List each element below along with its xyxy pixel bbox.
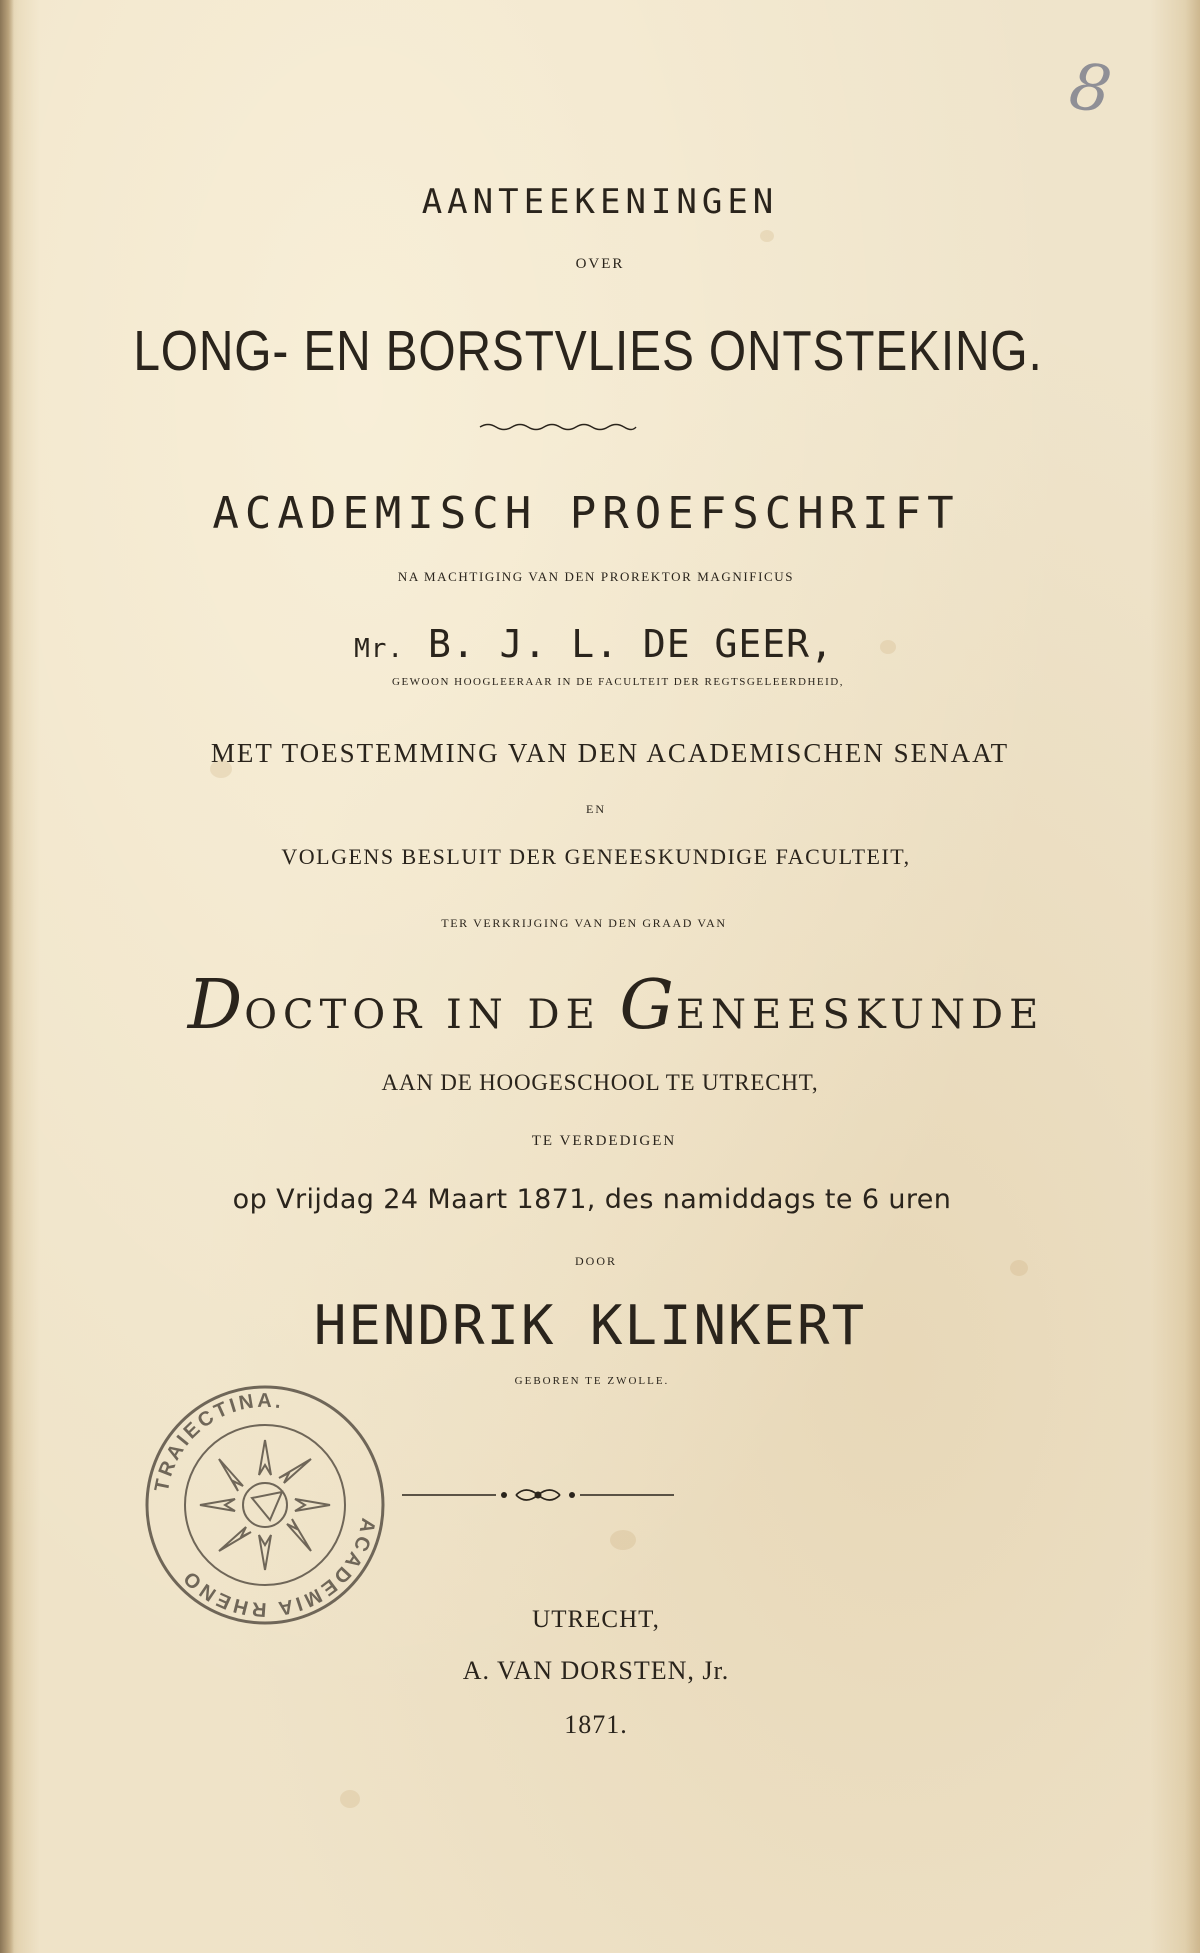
purpose-line: TER VERKRIJGING VAN DEN GRAAD VAN	[441, 916, 727, 930]
library-stamp	[140, 1380, 390, 1630]
pencil-shelf-mark: 8	[1065, 49, 1116, 129]
rector-name-line	[0, 622, 1194, 666]
degree-word-in-de: IN DE	[445, 992, 601, 1038]
author-name: HENDRIK KLINKERT	[313, 1294, 867, 1357]
rector-title: GEWOON HOOGLEERAAR IN DE FACULTEIT DER REGTSGELEERDHEID,	[392, 676, 844, 688]
imprint-city: UTRECHT,	[532, 1606, 660, 1633]
floral-rule-ornament	[400, 1484, 676, 1506]
imprint-year: 1871.	[564, 1710, 628, 1739]
title-line-1: AANTEEKENINGEN	[421, 182, 779, 222]
birthplace-line: GEBOREN TE ZWOLLE.	[514, 1375, 670, 1387]
rector-name: B. J. L. DE GEER,	[427, 622, 834, 666]
degree-word-doctor: OCTOR	[244, 992, 428, 1038]
foxing-spot	[610, 1530, 636, 1550]
faculty-line: VOLGENS BESLUIT DER GENEESKUNDIGE FACULTEIT,	[281, 844, 911, 869]
date-line: op Vrijdag 24 Maart 1871, des namiddags te 6 uren	[232, 1184, 952, 1215]
foxing-spot	[340, 1790, 360, 1808]
senate-line: MET TOESTEMMING VAN DEN ACADEMISCHEN SENAAT	[210, 738, 1010, 768]
degree-initial-g: G	[619, 966, 676, 1045]
stamp-ring-text-bottom: ACADEMIA RHENO	[177, 1516, 380, 1621]
sun-emblem-icon	[200, 1440, 330, 1570]
degree-word-geneeskunde: ENEESKUNDE	[675, 992, 1045, 1038]
foxing-spot	[760, 230, 774, 242]
degree-heading: ACADEMISCH PROEFSCHRIFT	[212, 488, 960, 539]
degree-initial-d: D	[187, 966, 245, 1045]
imprint-publisher: A. VAN DORSTEN, Jr.	[462, 1656, 730, 1685]
defend-line: TE VERDEDIGEN	[531, 1133, 677, 1149]
main-title: LONG- EN BORSTVLIES ONTSTEKING.	[133, 319, 1043, 383]
stamp-ring-text-top: TRAIECTINA.	[150, 1389, 286, 1494]
rector-prefix: Mr.	[354, 634, 405, 664]
conjunction: EN	[586, 802, 606, 816]
title-line-2: OVER	[575, 256, 625, 272]
authorization-line: NA MACHTIGING VAN DEN PROREKTOR MAGNIFICUS	[397, 569, 795, 584]
by-line: DOOR	[574, 1254, 617, 1268]
university-line: AAN DE HOOGESCHOOL TE UTRECHT,	[381, 1070, 819, 1095]
degree-title	[16, 966, 1200, 1045]
wavy-rule-ornament	[478, 420, 638, 434]
